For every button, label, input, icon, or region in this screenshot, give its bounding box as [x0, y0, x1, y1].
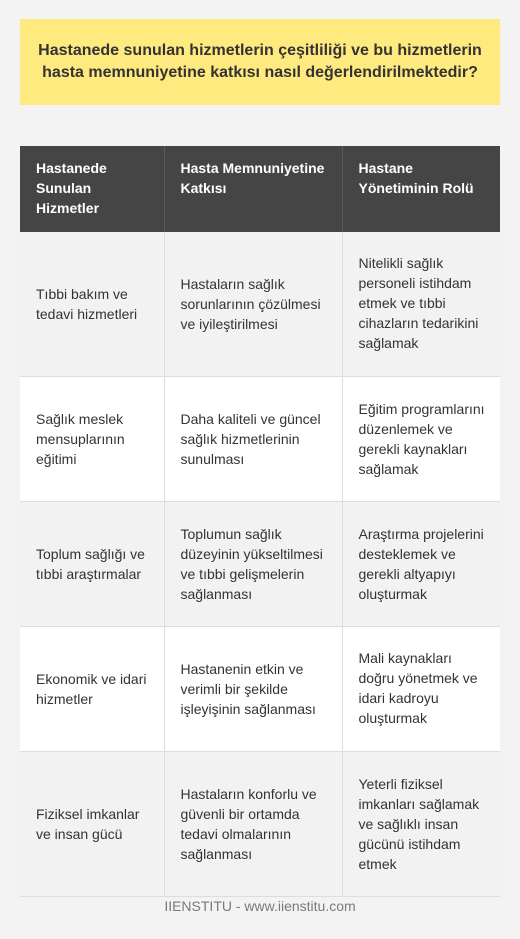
title-banner: [20, 19, 500, 105]
footer-credit: IIENSTITU - www.iienstitu.com: [164, 898, 356, 914]
column-header-services: Hastanede Sunulan Hizmetler: [20, 146, 164, 232]
cell-service: Sağlık meslek mensuplarının eğitimi: [20, 377, 164, 502]
cell-service: Toplum sağlığı ve tıbbi araştırmalar: [20, 502, 164, 627]
cell-management-role: Mali kaynakları doğru yönetmek ve idari kadroyu oluşturmak: [342, 627, 500, 752]
table-row: [20, 232, 500, 377]
cell-service: Ekonomik ve idari hizmetler: [20, 627, 164, 752]
column-header-satisfaction: Hasta Memnuniyetine Katkısı: [164, 146, 342, 232]
cell-management-role: Nitelikli sağlık personeli istihdam etmek ve tıbbi cihazların tedarikini sağlamak: [342, 232, 500, 377]
cell-satisfaction: Hastaların sağlık sorunlarının çözülmesi ve iyileştirilmesi: [164, 232, 342, 377]
table-row: [20, 627, 500, 752]
table-row: [20, 377, 500, 502]
cell-satisfaction: Hastaların konforlu ve güvenli bir ortamda tedavi olmalarının sağlanması: [164, 752, 342, 897]
cell-satisfaction: Hastanenin etkin ve verimli bir şekilde işleyişinin sağlanması: [164, 627, 342, 752]
services-table: [20, 146, 500, 897]
cell-management-role: Araştırma projelerini desteklemek ve gerekli altyapıyı oluşturmak: [342, 502, 500, 627]
cell-management-role: Yeterli fiziksel imkanları sağlamak ve sağlıklı insan gücünü istihdam etmek: [342, 752, 500, 897]
cell-service: Tıbbi bakım ve tedavi hizmetleri: [20, 232, 164, 377]
cell-satisfaction: Daha kaliteli ve güncel sağlık hizmetlerinin sunulması: [164, 377, 342, 502]
table-row: [20, 502, 500, 627]
cell-management-role: Eğitim programlarını düzenlemek ve gerekli kaynakları sağlamak: [342, 377, 500, 502]
cell-service: Fiziksel imkanlar ve insan gücü: [20, 752, 164, 897]
table-header-row: [20, 146, 500, 232]
cell-satisfaction: Toplumun sağlık düzeyinin yükseltilmesi ve tıbbi gelişmelerin sağlanması: [164, 502, 342, 627]
column-header-management-role: Hastane Yönetiminin Rolü: [342, 146, 500, 232]
table-row: [20, 752, 500, 897]
page-title: Hastanede sunulan hizmetlerin çeşitliliği ve bu hizmetlerin hasta memnuniyetine katkısı nasıl değerlendirilmektedir?: [38, 42, 482, 81]
